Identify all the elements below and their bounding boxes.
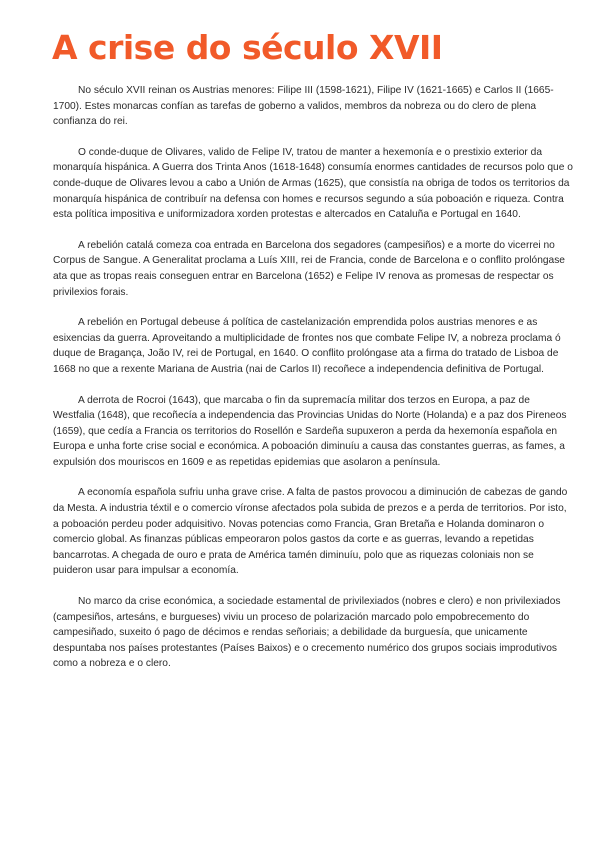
document-body [53,83,573,687]
paragraph-olivares: O conde-duque de Olivares, valido de Felipe IV, tratou de manter a hexemonía e o prestixio exterior da monarquía hispánica. A Guerra dos Trinta Anos (1618-1648) consumía enormes cantidades de recursos polo que o conde-duque de Olivares levou a cabo a Unión de Armas (1625), que consistía na obriga de todos os territorios da monarquía hispánica de contribuír na defensa con homes e recursos segundo a súa poboación e riqueza. Contra esta política impositiva e uniformizadora xorden protestas e altercados en Cataluña e Portugal en 1640. [53,146,573,221]
page-title: A crise do século XVII [52,28,443,67]
paragraph-rebelion-catala: A rebelión catalá comeza coa entrada en Barcelona dos segadores (campesiños) e a morte do vicerrei no Corpus de Sangue. A Generalitat proclama a Luís XIII, rei de Francia, conde de Barcelona e o conflito prolóngase ata que as tropas reais conseguen entrar en Barcelona (1652) e Felipe IV renova as promesas de respectar os privilexios forais. [53,239,565,298]
paragraph-sociedade-estamental: No marco da crise económica, a sociedade estamental de privilexiados (nobres e clero) e non privilexiados (campesiños, artesáns, e burgueses) viviu un proceso de polarización marcado polo empobrecemento do campesiñado, suxeito ó pago de décimos e rendas señoriais; a debilidade da burguesía, que unicamente despuntaba nos países protestantes (Países Baixos) e o crecemento numérico dos grupos sociais improdutivos como a nobreza e o clero. [53,596,561,670]
paragraph-perda-hexemonia: A derrota de Rocroi (1643), que marcaba o fin da supremacía militar dos terzos en Europa, a paz de Westfalia (1648), que recoñecía a independencia das Provincias Unidas do Norte (Holanda) e a paz dos Pireneos (1659), que cedía a Francia os territorios do Rosellón e Sardeña supuxeron a perda da hexemonía española en Europa e unha forte crise social e económica. A poboación diminuíu a causa das constantes guerras, as fames, a expulsión dos mouriscos en 1609 e as repetidas epidemias que asolaron a península. [53,394,567,468]
paragraph-rebelion-portugal: A rebelión en Portugal debeuse á política de castelanización emprendida polos austrias menores e as esixencias da guerra. Aproveitando a multiplicidade de frontes nos que combate Felipe IV, a nobreza proclama ó duque de Bragança, João IV, rei de Portugal, en 1640. O conflito prolóngase ata a firma do tratado de Lisboa de 1668 no que a rexente Mariana de Austria (nai de Carlos II) recoñece a independencia definitiva de Portugal. [53,317,561,375]
paragraph-austrias-menores: No século XVII reinan os Austrias menores: Filipe III (1598-1621), Filipe IV (1621-1665) e Carlos II (1665-1700). Estes monarcas confían as tarefas de goberno a validos, membros da nobreza ou do clero de plena confianza do rei. [53,85,554,128]
paragraph-crise-economica: A economía española sufriu unha grave crise. A falta de pastos provocou a diminución de cabezas de gando da Mesta. A industria téxtil e o comercio víronse afectados pola subida de prezos e a perda de territorios. Por isto, a poboación perdeu poder adquisitivo. Novas potencias como Francia, Gran Bretaña e Holanda dominaron o comercio global. As finanzas públicas empeoraron polos gastos da corte e as guerras, levando a repetidas bancarrotas. A chegada de ouro e prata de América tamén diminuíu, polo que as riquezas coloniais non se puideron usar para impulsar a economía. [53,487,568,577]
